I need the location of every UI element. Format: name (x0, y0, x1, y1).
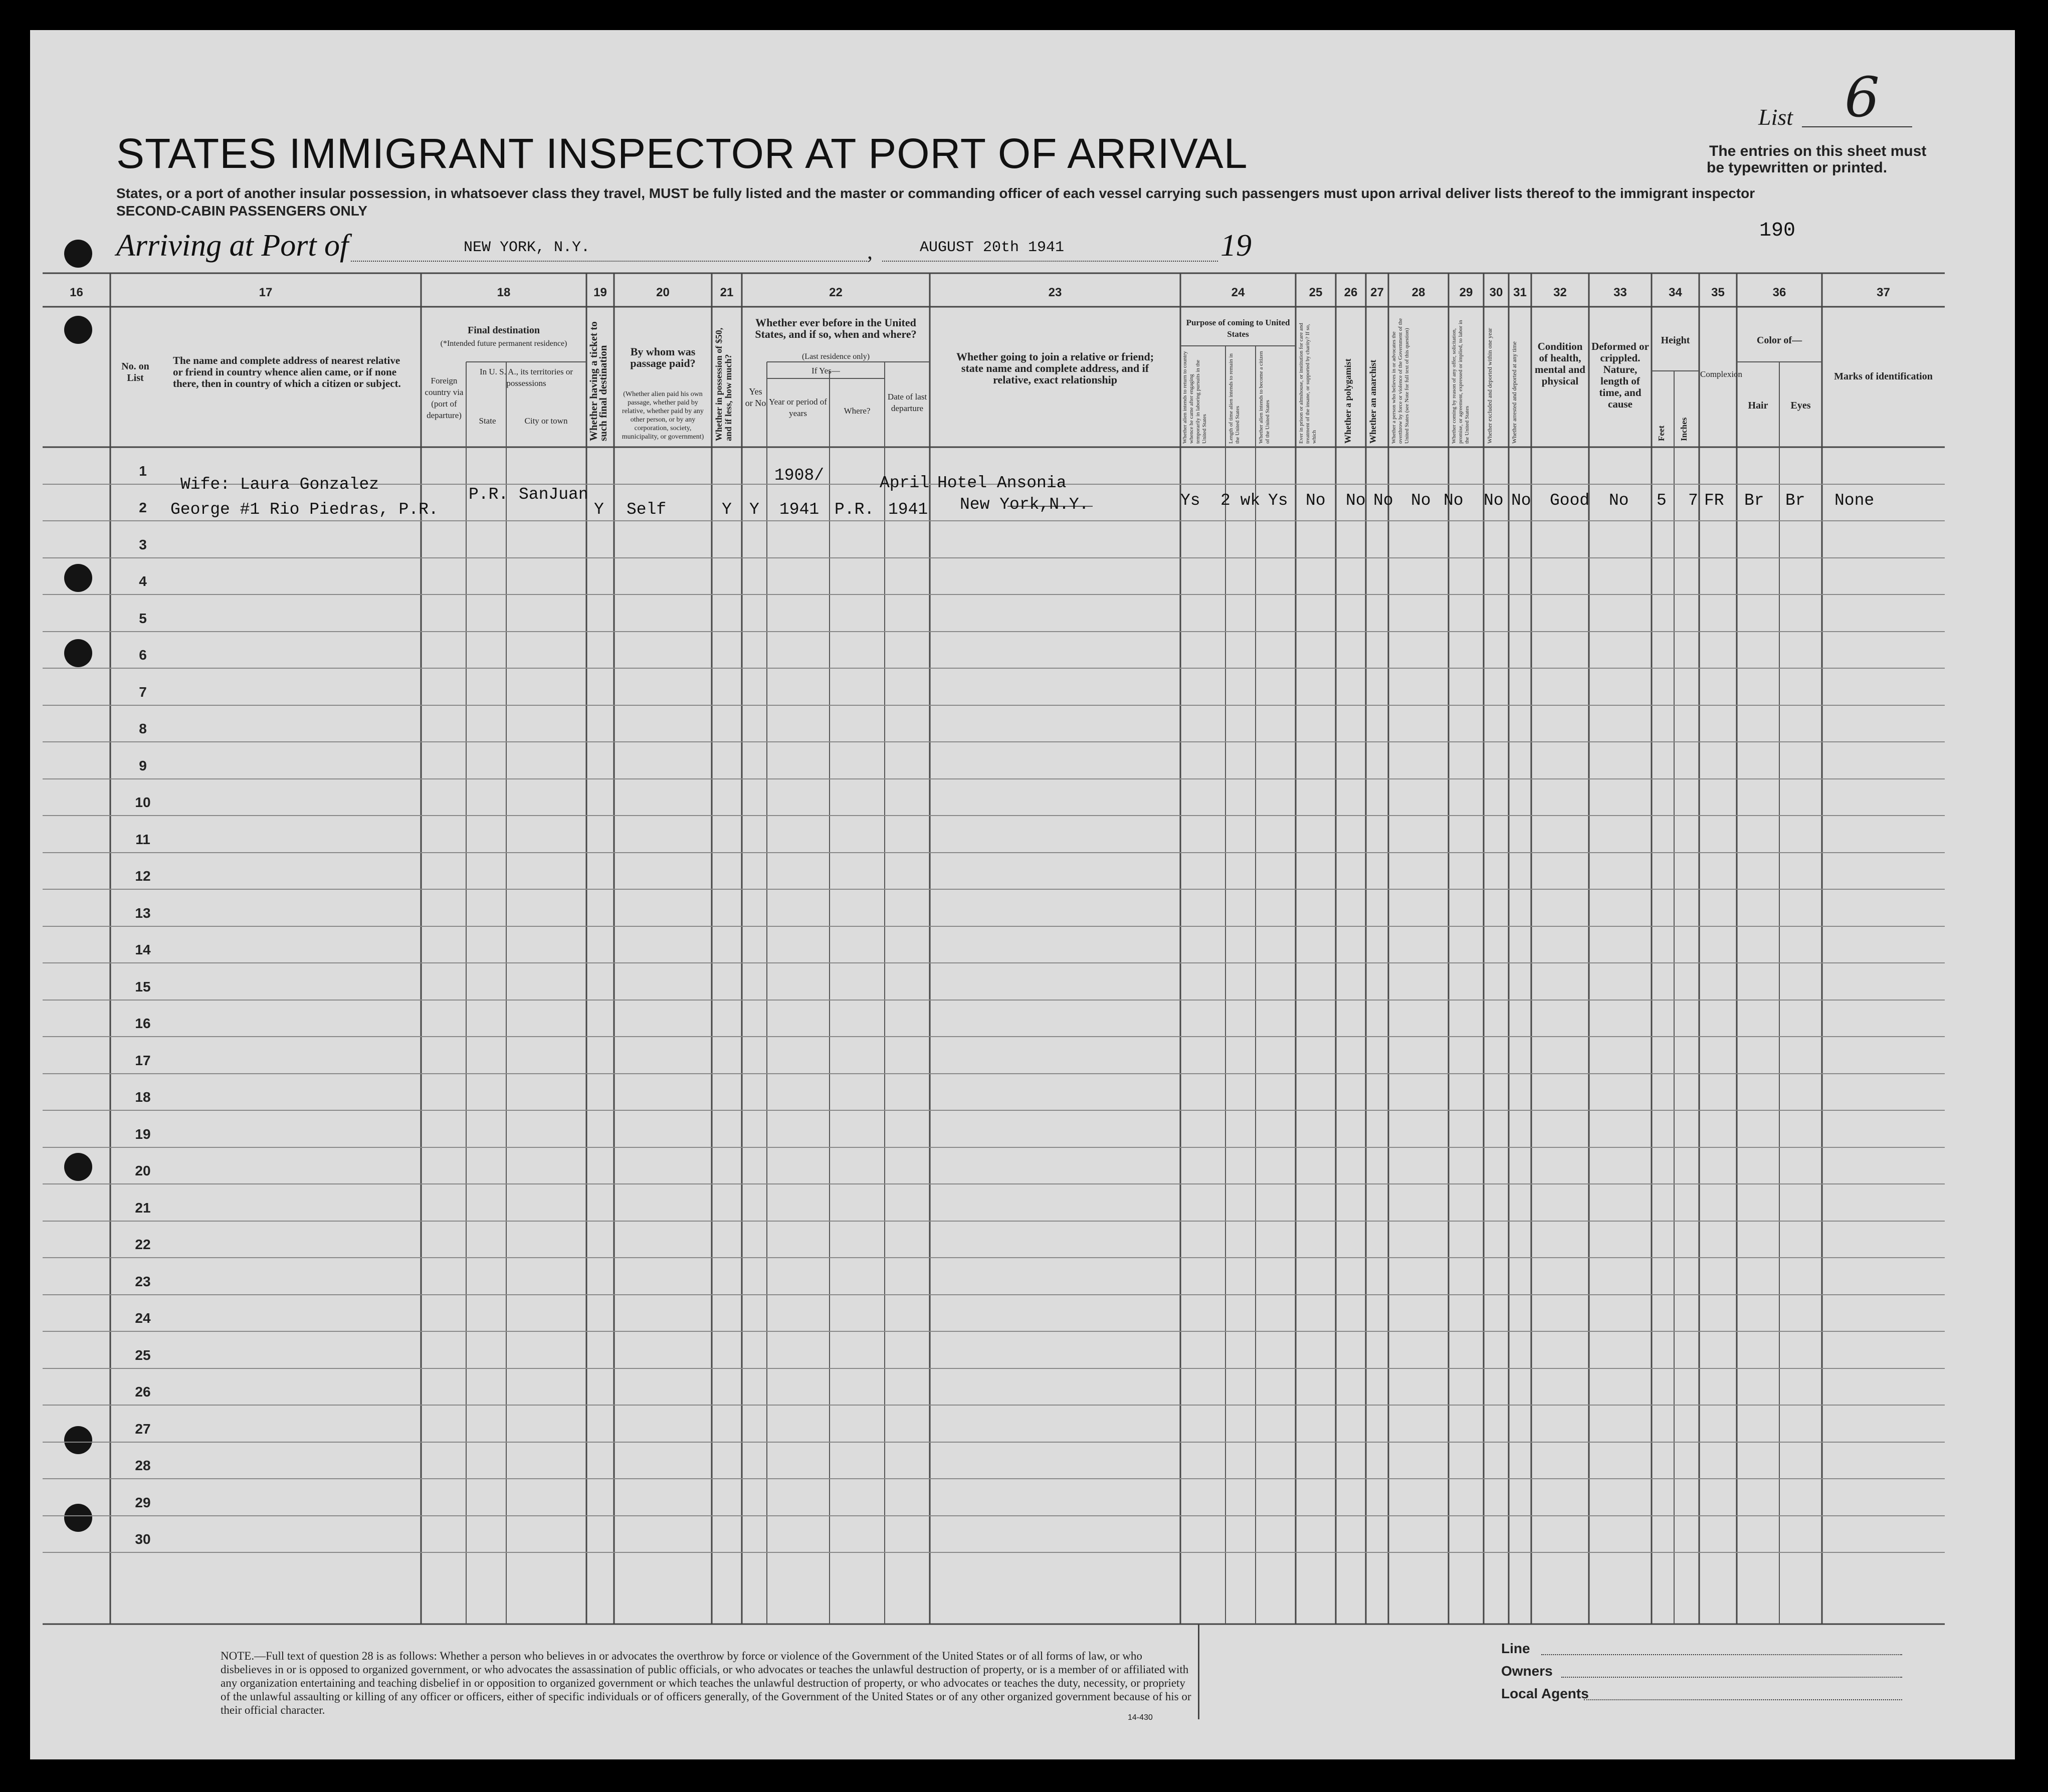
colnum-22: 22 (829, 286, 843, 299)
header-fifty-dollars: Whether in possession of $50, and if less, how much? (714, 327, 733, 441)
entry-where: P.R. (835, 500, 875, 519)
header-q25: Ever in prison or almshouse, or institution for care and treatment of the insane, or supported by charity? If so, which (1298, 323, 1317, 444)
colnum-19: 19 (593, 286, 607, 299)
page-subtitle: States, or a port of another insular possession, in whatsoever class they travel, MUST be fully listed and the master or commanding officer of each vessel carrying such passengers must upon arrival deliver lists thereof to the immigrant inspector (116, 185, 1755, 201)
row-number: 14 (135, 942, 151, 957)
header-q29: Whether coming by reason of any offer, solicitation, promise, or agreement, expressed or implied, to labor in the United States (1451, 320, 1470, 444)
entry-date-bottom: 1941 (888, 500, 928, 519)
entry-eyes: Br (1785, 491, 1805, 510)
row-number: 24 (135, 1310, 151, 1326)
row-number: 27 (135, 1421, 151, 1437)
header-before-us: Whether ever before in the United States, and if so, when and where? (755, 316, 917, 340)
colnum-25: 25 (1309, 286, 1323, 299)
row-number: 25 (135, 1347, 151, 1363)
typewritten-note-1: The entries on this sheet must (1709, 143, 1927, 159)
header-q30: Whether excluded and deported within one year (1486, 328, 1493, 444)
header-final-destination: Final destination (468, 325, 540, 336)
footer-divider (1198, 1624, 1199, 1719)
row-number: 4 (139, 573, 147, 589)
row-number: 26 (135, 1384, 151, 1400)
footer-line-label: Line (1501, 1641, 1530, 1656)
footer-owners-label: Owners (1501, 1663, 1553, 1679)
header-join-relative: Whether going to join a relative or friend; state name and complete address, and if relative, exact relationship (956, 350, 1154, 386)
row-number: 17 (135, 1053, 151, 1068)
header-color-of: Color of— (1756, 335, 1802, 346)
header-purpose-a: Whether alien intends to return to country whence he came after engaging temporarily in laboring pursuits in the United States (1182, 351, 1207, 444)
year-prefix: 19 (1220, 229, 1252, 263)
header-q31: Whether arrested and deported at any time (1511, 341, 1518, 444)
header-polygamist: Whether a polygamist (1343, 358, 1353, 444)
header-year: Year or period of years (769, 397, 827, 418)
row-number: 3 (139, 537, 147, 552)
colnum-33: 33 (1613, 286, 1627, 299)
row-number: 22 (135, 1237, 151, 1252)
header-ticket: Whether having a ticket to such final destination (587, 321, 609, 441)
port-underline (351, 261, 867, 262)
colnum-34: 34 (1669, 286, 1682, 299)
entry-q27: No (1373, 491, 1393, 510)
arriving-label: Arriving at Port of (116, 229, 349, 263)
footer-owners-underline (1561, 1677, 1902, 1678)
row-number: 1 (139, 463, 147, 479)
typewritten-note-2: be typewritten or printed. (1707, 159, 1888, 176)
row-number: 30 (135, 1531, 151, 1547)
colnum-30: 30 (1489, 286, 1503, 299)
row-number: 8 (139, 721, 147, 736)
row-number: 11 (135, 832, 150, 847)
colnum-27: 27 (1370, 286, 1384, 299)
header-marks: Marks of identification (1834, 371, 1933, 382)
entry-purpose-b: 2 wk (1220, 491, 1261, 510)
header-passage-paid: By whom was passage paid? (630, 345, 696, 369)
entry-ticket: Y (594, 500, 604, 519)
entry-hair: Br (1744, 491, 1764, 510)
colnum-36: 36 (1772, 286, 1786, 299)
footer-agents-label: Local Agents (1501, 1686, 1589, 1701)
entry-relative-line2: George #1 Rio Piedras, P.R. (170, 500, 439, 519)
header-feet: Feet (1657, 425, 1666, 441)
row-number: 9 (139, 758, 147, 773)
entry-feet: 5 (1657, 491, 1667, 510)
header-no-on-list: No. on List (121, 361, 149, 383)
header-final-destination-sub: (*Intended future permanent residence) (440, 339, 567, 348)
row-number: 7 (139, 684, 147, 700)
entry-complexion: FR (1704, 491, 1724, 510)
row-number: 21 (135, 1200, 151, 1216)
header-purpose-b: Length of time alien intends to remain in the United States (1228, 353, 1241, 444)
entry-health: Good (1550, 491, 1590, 510)
colnum-18: 18 (497, 286, 511, 299)
row-number: 28 (135, 1458, 151, 1473)
row-number: 20 (135, 1163, 151, 1178)
colnum-31: 31 (1513, 286, 1527, 299)
entry-inches: 7 (1688, 491, 1698, 510)
row-number: 18 (135, 1089, 151, 1105)
entry-join-line1: Hotel Ansonia (937, 474, 1067, 492)
colnum-23: 23 (1048, 286, 1062, 299)
colnum-24: 24 (1231, 286, 1245, 299)
arrival-port: NEW YORK, N.Y. (464, 239, 590, 256)
entry-q25: No (1306, 491, 1326, 510)
entry-year-top: 1908/ (774, 466, 825, 485)
entry-marks: None (1834, 491, 1875, 510)
row-number: 2 (139, 500, 147, 515)
footer-note: NOTE.—Full text of question 28 is as follows: Whether a person who believes in or advocates the overthrow by force or violence of the Government of the United States or of all forms of law, or who disbelieves in or is opposed to organized government, or who advocates the assassination of public officials, or who advocates or teaches the unlawful destruction of property, or is a member of or affiliated with any organization entertaining and teaching disbelief in or opposition to organized government or which teaches the unlawful destruction of property, or who advocates or teaches the duty, necessity, or propriety of the unlawful assaulting or killing of any officer or officers, either of specific individuals or of officers generally, of the Government of the United States or of any other organized government because of his or their official character. (221, 1650, 1191, 1716)
footer-form-code: 14-430 (1128, 1713, 1153, 1722)
entry-purpose-a: Ys (1180, 491, 1200, 510)
entry-date-top: April (880, 474, 930, 492)
colnum-17: 17 (259, 286, 273, 299)
entry-before-us: Y (749, 500, 759, 519)
colnum-16: 16 (70, 286, 83, 299)
header-deformed: Deformed or crippled. Nature, length of time, and cause (1591, 340, 1649, 410)
header-usa: In U. S. A., its territories or possessions (479, 367, 573, 388)
entry-deformed: No (1609, 491, 1629, 510)
header-city: City or town (524, 416, 568, 426)
arrival-date: AUGUST 20th 1941 (920, 239, 1065, 256)
row-number: 6 (139, 647, 147, 663)
row-number: 12 (135, 868, 151, 884)
entry-q29: No (1444, 491, 1464, 510)
footer-line-underline (1541, 1654, 1902, 1655)
colnum-28: 28 (1411, 286, 1425, 299)
colnum-37: 37 (1877, 286, 1890, 299)
header-anarchist: Whether an anarchist (1368, 359, 1378, 444)
colnum-21: 21 (720, 286, 734, 299)
colnum-32: 32 (1553, 286, 1567, 299)
entry-purpose-c: Ys (1268, 491, 1288, 510)
row-number: 5 (139, 611, 147, 626)
colnum-29: 29 (1459, 286, 1473, 299)
row-number: 13 (135, 905, 151, 921)
header-relative: The name and complete address of nearest relative or friend in country whence alien came, or if none there, then in country of which a citizen or subject. (173, 354, 401, 389)
header-foreign-country: Foreign country via (port of departure) (425, 376, 464, 420)
row-number: 19 (135, 1126, 151, 1142)
row-number: 15 (135, 979, 151, 994)
header-if-yes: If Yes— (811, 366, 840, 375)
header-height: Height (1661, 335, 1690, 346)
header-date-departure: Date of last departure (887, 392, 927, 413)
row-number: 10 (135, 794, 151, 810)
entry-q28: No (1411, 491, 1431, 510)
header-passage-paid-sub: (Whether alien paid his own passage, whether paid by relative, whether paid by any other person, or by any corporation, society, municipality, or government) (622, 390, 704, 441)
entry-q26: No (1346, 491, 1366, 510)
header-eyes: Eyes (1790, 400, 1811, 411)
entry-city: SanJuan (519, 485, 588, 504)
list-label: List (1758, 104, 1793, 130)
header-yes-no: Yes or No (745, 386, 766, 408)
row-number: 16 (135, 1016, 151, 1031)
header-state: State (479, 416, 496, 426)
page-title: STATES IMMIGRANT INSPECTOR AT PORT OF ARRIVAL (116, 130, 1248, 177)
list-number: 6 (1845, 65, 1880, 129)
entry-has-fifty: Y (722, 500, 732, 519)
entry-relative-line1: Wife: Laura Gonzalez (180, 475, 379, 494)
entry-join-line2: New York,N.Y. (960, 495, 1089, 514)
date-underline (882, 261, 1218, 262)
entry-q31: No (1511, 491, 1531, 510)
class-note: SECOND-CABIN PASSENGERS ONLY (116, 203, 367, 219)
header-complexion: Complexion (1700, 369, 1743, 379)
header-where: Where? (844, 406, 871, 416)
header-purpose-c: Whether alien intends to become a citizen of the United States (1258, 351, 1271, 444)
colnum-26: 26 (1344, 286, 1358, 299)
header-q28: Whether a person who believes in or advocates the overthrow by force or violence of the Government of the United States (see Note for full text of this question) (1391, 318, 1410, 444)
comma: , (867, 239, 873, 264)
entry-q30: No (1484, 491, 1504, 510)
entry-paid-by: Self (627, 500, 667, 519)
row-number: 29 (135, 1495, 151, 1510)
header-health: Condition of health, mental and physical (1535, 340, 1585, 387)
header-hair: Hair (1748, 400, 1768, 411)
footer-agents-underline (1584, 1699, 1902, 1700)
entry-state: P.R. (469, 485, 509, 504)
form-number-top: 190 (1759, 220, 1796, 242)
row-number: 23 (135, 1274, 151, 1289)
header-inches: Inches (1679, 417, 1689, 441)
colnum-35: 35 (1711, 286, 1725, 299)
colnum-20: 20 (656, 286, 670, 299)
header-before-us-sub: (Last residence only) (801, 352, 870, 361)
header-purpose: Purpose of coming to United States (1186, 318, 1290, 339)
entry-year-bottom: 1941 (779, 500, 820, 519)
